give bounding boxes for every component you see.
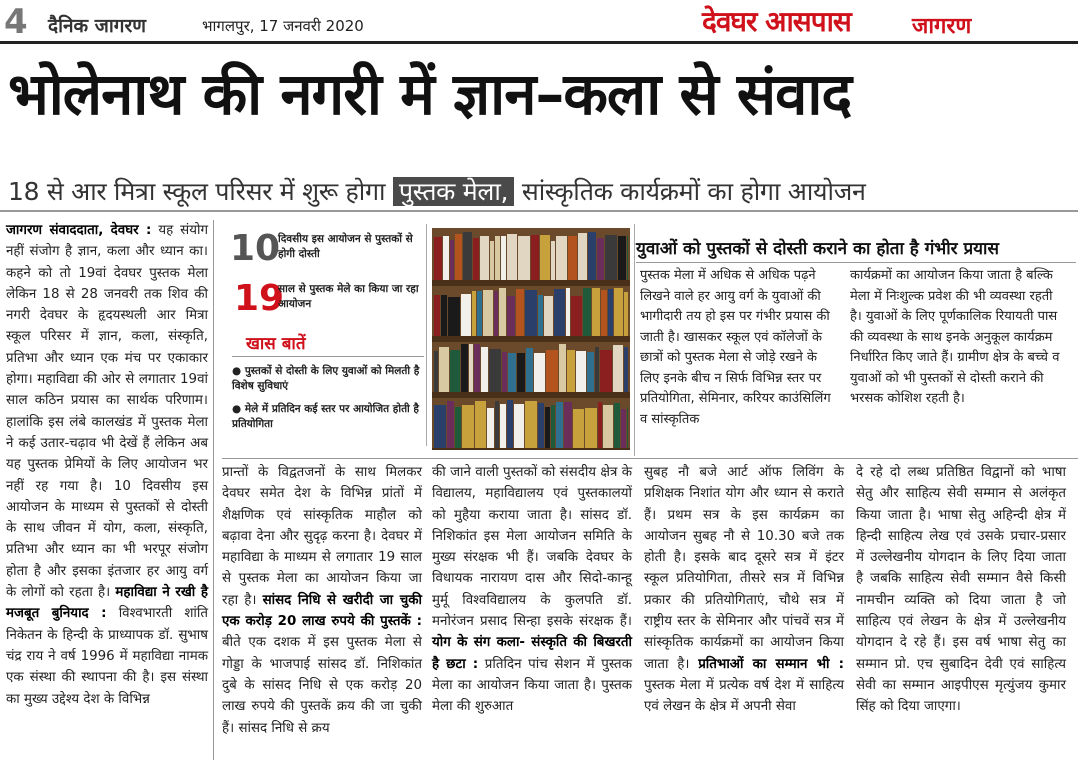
book-spine [475, 401, 486, 448]
book-spine [490, 241, 494, 280]
book-spine [592, 288, 600, 336]
column-2-para-1: प्रान्तों के विद्वतजनों के साथ मिलकर देवघर समेत देश के विभिन्न प्रांतों में शैक्षणिक एवं सांस्कृतिक माहौल को बढ़ावा देना और सुदृढ़ करना है। देवघर में महाविद्या के माध्यम से लगातार 19 साल से पुस्तक मेला का आयोजन किया जा रहा है। [222, 465, 422, 608]
book-spine [554, 289, 565, 336]
column-2-subheading: सांसद निधि से खरीदी जा चुकी एक करोड़ 20 लाख रुपये की पुस्तकें : [222, 592, 422, 630]
book-spine [450, 240, 454, 280]
divider [222, 458, 1078, 459]
column-1-subheading: महाविद्या ने रखी है मजबूत बुनियाद : [6, 585, 208, 622]
column-1-para-2: विश्वभारती शांति निकेतन के हिन्दी के प्राध्यापक डॉ. सुभाष चंद्र राय ने वर्ष 1996 में महाविद्या नामक एक संस्था की स्थापना की है। इस संस्था का मुख्य उद्देश्य देश के विभिन्न [6, 606, 208, 707]
book-spine [551, 405, 555, 448]
book-spine [627, 407, 628, 448]
book-spine [483, 290, 493, 336]
highlights-title: खास बातें [246, 334, 306, 354]
book-spine [556, 236, 567, 280]
book-spine [434, 295, 440, 336]
book-spine [544, 296, 553, 336]
book-spine [450, 350, 460, 392]
book-spine [525, 290, 537, 336]
book-spine [525, 401, 537, 448]
book-spine [621, 409, 626, 448]
book-spine [477, 291, 482, 336]
book-spine [534, 353, 545, 392]
book-spine [567, 350, 575, 392]
book-spine [499, 288, 506, 336]
book-spine [566, 288, 570, 336]
highlight-item-text: पुस्तकों से दोस्ती के लिए युवाओं को मिलती है विशेष सुविधाएं [232, 365, 420, 392]
headline: भोलेनाथ की नगरी में ज्ञान–कला से संवाद [8, 60, 852, 128]
fact-text: दिवसीय इस आयोजन से पुस्तकों से होगी दोस्ती [278, 233, 413, 260]
book-spine [600, 350, 612, 392]
book-spine [564, 402, 572, 448]
book-spine [447, 401, 454, 448]
article-column-1 [6, 220, 208, 710]
book-spine [588, 232, 596, 280]
column-2-para-2: बीते एक दशक में इस पुस्तक मेला से गोड्डा के भाजपाई सांसद डॉ. निशिकांत दुबे के सांसद निधि से एक करोड़ 20 लाख रुपये की पुस्तकें क्रय की जा चुकी हैं। सांसद निधि से क्रय [222, 635, 422, 736]
book-spine [500, 404, 506, 448]
book-spine [507, 296, 515, 336]
column-1-para-1: यह संयोग नहीं संजोग है ज्ञान, कला और ध्यान का। कहने को तो 19वां देवघर पुस्तक मेला लेकिन 18 से 28 जनवरी तक शिव की नगरी देवघर के हृदयस्थली आर मित्रा स्कूल परिसर में ज्ञान, कला, संस्कृति, प्रतिभा और ध्यान एक मंच पर एकाकार होगा। महाविद्या की ओर से लगातार 19वां साल कठिन प्रयास का सार्थक परिणाम। हालांकि इस लंबे कालखंड में पुस्तक मेला ने कई उतार-चढ़ाव भी देखें हैं लेकिन अब यह पुस्तक प्रेमियों के लिए आयोजन भर नहीं रह गया है। 10 दिवसीय इस आयोजन के माध्यम से पुस्तकों से दोस्ती के साथ जीवन में योग, कला, संस्कृति, प्रतिभा और ध्यान का भी भरपूर संजोग होता है और इसका इंतजार हर आयु वर्ग के लोगों को रहता है। [6, 223, 208, 601]
book-spine [517, 353, 525, 392]
book-spine [601, 290, 607, 336]
book-spine [514, 404, 524, 448]
book-spine [463, 232, 472, 280]
book-spine [614, 403, 620, 448]
column-3-para-2: प्रतिदिन पांच सेशन में पुस्तक मेला का आयोजन किया जाता है। पुस्तक मेला की शुरुआत [432, 656, 632, 715]
book-spine [439, 347, 449, 392]
book-spine [472, 291, 476, 336]
book-spine [531, 235, 539, 280]
book-spine [583, 288, 591, 336]
paper-name: दैनिक जागरण [48, 15, 146, 37]
column-4-para-2: इसके बाद दूसरे सत्र में इंटर स्कूल प्रतियोगिता, तीसरे सत्र में विभिन्न प्रकार की प्रतियोगिताएं, चौथे सत्र में राष्ट्रीय स्तर के सेमिनार और पांचवें सत्र में सांस्कृतिक कार्यक्रमों का आयोजन किया जाता है। [644, 550, 844, 672]
book-spine [613, 345, 623, 392]
subheadline [8, 174, 1074, 208]
divider [232, 356, 424, 357]
book-spine [578, 233, 587, 280]
column-4-para-1: सुबह नौ बजे आर्ट ऑफ लिविंग के प्रशिक्षक निशांत योग और ध्यान से कराते हैं। प्रथम सत्र के इस कार्यक्रम का आयोजन सुबह नौ से 10.30 बजे तक होती है। [644, 465, 844, 566]
book-spine [481, 347, 488, 392]
book-spine [627, 236, 628, 280]
highlight-item-text: मेले में प्रतिदिन कई स्तर पर आयोजित होती है प्रतियोगिता [232, 403, 420, 430]
book-spine [546, 350, 558, 392]
book-spine [480, 236, 489, 280]
book-spine [538, 295, 543, 336]
column-rule [213, 220, 214, 760]
book-spine [434, 351, 438, 392]
book-spine [598, 402, 602, 448]
column-4-para-3: पुस्तक मेला में प्रत्येक वर्ष देश में साहित्य एवं लेखन के क्षेत्र में अपनी सेवा [644, 677, 844, 715]
book-spine [585, 408, 597, 448]
book-spine [576, 351, 586, 392]
info-box-title: युवाओं को पुस्तकों से दोस्ती कराने का होता है गंभीर प्रयास [636, 239, 999, 259]
book-spine [462, 405, 474, 448]
book-spine [608, 289, 613, 336]
book-spine [618, 236, 626, 280]
divider [0, 210, 1078, 212]
book-spine [556, 402, 563, 448]
bookshelf-photo [432, 228, 630, 450]
page-number: 4 [4, 2, 28, 42]
book-spine [624, 347, 628, 392]
book-spine [448, 297, 460, 336]
book-spine [441, 295, 447, 336]
column-3-subheading: योग के संग कला- संस्कृति की बिखरती है छटा : [432, 635, 632, 672]
book-spine [571, 296, 582, 336]
book-spine [495, 236, 500, 280]
book-spine [568, 236, 577, 280]
article-column-5 [856, 462, 1066, 718]
subhead-highlight: पुस्तक मेला, [393, 177, 514, 206]
column-5-para-1: दे रहे दो लब्ध प्रतिष्ठित विद्वानों को भाषा सेतु और साहित्य सेवी सम्मान से अलंकृत किया जाता है। भाषा सेतु अहिन्दी क्षेत्र में हिन्दी साहित्य लेख एवं उसके प्रचार-प्रसार में उल्लेखनीय योगदान के लिए दिया जाता है जबकि साहित्य सेवी सम्मान वैसे किसी नामचीन व्यक्ति को दिया जाता है जो साहित्य एवं लेखन के क्षेत्र में उल्लेखनीय योगदान दे रहे हैं। इस वर्ष भाषा सेतु का सम्मान प्रो. एच सुबादिन देवी एवं साहित्य सेवी का सम्मान आइपीएस मृत्युंजय कुमार सिंह को दिया जाएगा। [856, 465, 1066, 715]
book-spine [495, 401, 499, 448]
book-spine [494, 291, 498, 336]
divider [636, 262, 1076, 263]
book-spine [502, 352, 507, 392]
book-spine [455, 407, 461, 448]
article-column-2 [222, 462, 422, 739]
book-spine [469, 344, 473, 392]
book-spine [595, 347, 599, 392]
book-spine [487, 408, 494, 448]
section-name: देवघर आसपास [702, 5, 851, 38]
book-spine [455, 234, 462, 280]
book-spine [443, 236, 449, 280]
dateline: भागलपुर, 17 जनवरी 2020 [202, 17, 364, 35]
book-spine [507, 234, 517, 280]
highlight-item: ● मेले में प्रतिदिन कई स्तर पर आयोजित होती है प्रतियोगिता [232, 403, 420, 430]
article-column-4 [644, 462, 844, 718]
book-spine [605, 235, 617, 280]
fact-number: 19 [234, 278, 285, 319]
subhead-pre: 18 से आर मित्रा स्कूल परिसर में शुरू होगा [8, 177, 386, 206]
book-spine [559, 344, 566, 392]
article-column-3 [432, 462, 632, 718]
book-spine [461, 294, 471, 336]
book-spine [474, 344, 480, 392]
book-spine [526, 348, 533, 392]
book-spine [461, 344, 468, 392]
book-spine [434, 237, 442, 280]
book-spine [501, 236, 506, 280]
book-spine [518, 236, 530, 280]
subhead-post: सांस्कृतिक कार्यक्रमों का होगा आयोजन [521, 177, 866, 206]
section-brand-logo: जागरण [912, 14, 972, 39]
book-spine [516, 289, 524, 336]
book-spine [603, 405, 613, 448]
info-column-1: पुस्तक मेला में अधिक से अधिक पढ़ने लिखने वाले हर आयु वर्ग के युवाओं की भागीदारी तय हो इस पर गंभीर प्रयास की जाती है। खासकर स्कूल एवं कॉलेजों के छात्रों को पुस्तक मेला से जोड़े रखने के लिए इनके बीच न सिर्फ विभिन्न स्तर पर प्रतियोगिता, सेमिनार, करियर काउंसिलिंग व सांस्कृतिक [640, 268, 831, 427]
highlight-item: ● पुस्तकों से दोस्ती के लिए युवाओं को मिलती है विशेष सुविधाएं [232, 365, 420, 392]
book-spine [540, 235, 550, 280]
book-spine [624, 292, 628, 336]
info-column-2: कार्यक्रमों का आयोजन किया जाता है बल्कि मेला में निःशुल्क प्रवेश की भी व्यवस्था रहती है। युवाओं के लिए पूर्णकालिक रियायती पास की व्यवस्था के साथ इनके अनुकूल कार्यक्रम निर्धारित किए जाते हैं। ग्रामीण क्षेत्र के बच्चे व युवाओं को भी पुस्तकों से दोस्ती कराने की भरसक कोशिश रहती है। [850, 268, 1060, 406]
book-spine [434, 405, 446, 448]
book-spine [489, 349, 501, 392]
fact-text: साल से पुस्तक मेले का किया जा रहा आयोजन [278, 283, 419, 310]
book-spine [551, 241, 555, 280]
book-spine [507, 400, 513, 448]
book-spine [597, 238, 604, 280]
fact-number: 10 [230, 228, 281, 269]
book-spine [614, 288, 623, 336]
book-spine [587, 352, 594, 392]
column-4-subheading: प्रतिभाओं का सम्मान भी : [698, 656, 845, 672]
book-spine [508, 353, 516, 392]
bookshelf-image [432, 228, 630, 450]
book-spine [538, 403, 544, 448]
book-spine [573, 409, 584, 448]
book-spine [545, 407, 550, 448]
book-spine [473, 238, 479, 280]
column-3-para-1: की जाने वाली पुस्तकों को संसदीय क्षेत्र के विद्यालय, महाविद्यालय एवं पुस्तकालयों को मुहैया कराया जाता है। सांसद डॉ. निशिकांत इस मेला आयोजन समिति के मुख्य संरक्षक भी हैं। जबकि देवघर के विधायक नारायण दास और सिदो-कान्हू मुर्मू विश्वविद्यालय के कुलपति डॉ. मनोरंजन प्रसाद सिन्हा इसके संरक्षक हैं। [432, 465, 632, 630]
byline: जागरण संवाददाता, देवघर : [6, 223, 152, 238]
